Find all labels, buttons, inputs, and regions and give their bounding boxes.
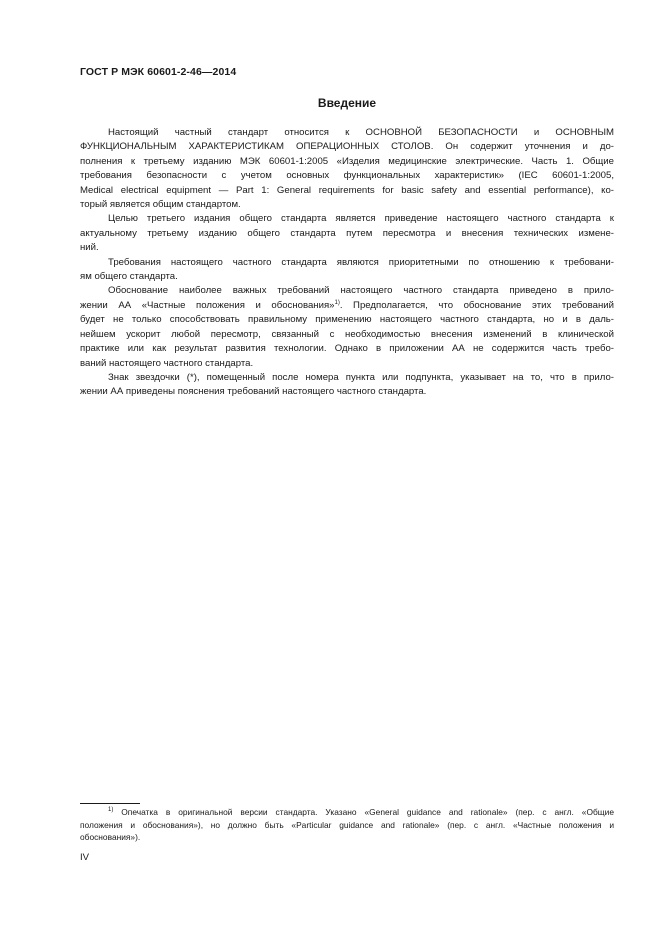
text-line: жении АА приведены пояснения требований настоящего частного стандарта. (80, 386, 427, 398)
text-line: Обоснование наиболее важных требований настоящего частного стандарта приведено в прило- (108, 285, 614, 297)
footnote-marker: 1) (108, 807, 114, 814)
page-number: IV (80, 852, 90, 863)
footnote-line (80, 806, 614, 819)
text-line: Требования настоящего частного стандарта являются приоритетными по отношению к требовани- (108, 256, 614, 268)
footnote-line: обоснования»). (80, 832, 141, 843)
paragraph-5 (80, 371, 614, 400)
text-line: Знак звездочки (*), помещенный после номера пункта или подпункта, указывает на то, что в прило- (108, 371, 614, 383)
text-line-with-footnote (80, 299, 614, 313)
text-line: ФУНКЦИОНАЛЬНЫМ ХАРАКТЕРИСТИКАМ ОПЕРАЦИОННЫХ СТОЛОВ. Он содержит уточнения и до- (80, 141, 614, 153)
text-segment: жении АА «Частные положения и обоснования» (80, 299, 335, 311)
text-line: практике или как результат развития технологии. Однако в приложении АА не содержится часть требо- (80, 343, 614, 355)
paragraph-1 (80, 126, 614, 212)
text-line: торый является общим стандартом. (80, 199, 241, 211)
footnote-line: положения и обоснования»), но должно быть «Particular guidance and rationale» (пер. с англ. «Частные положения и (80, 819, 614, 830)
footnote-separator (80, 803, 140, 804)
text-line: актуальному третьему изданию общего стандарта путем пересмотра и внесения технических измене- (80, 227, 614, 239)
text-line: будет не только способствовать правильному применению настоящего частного стандарта, но и в даль- (80, 314, 614, 326)
text-line: требования безопасности с учетом основных функциональных характеристик» (IEC 60601-1:2005, (80, 170, 614, 182)
paragraph-4 (80, 284, 614, 370)
footnote (80, 806, 614, 844)
footnote-reference: 1) (334, 299, 340, 306)
text-line: нейшем ускорит любой пересмотр, связанный с необходимостью внесения изменений в клинической (80, 328, 614, 340)
paragraph-3 (80, 256, 614, 285)
text-line: Настоящий частный стандарт относится к ОСНОВНОЙ БЕЗОПАСНОСТИ и ОСНОВНЫМ (108, 127, 614, 138)
text-line: Целью третьего издания общего стандарта является приведение настоящего частного стандарта к (108, 213, 614, 225)
document-header: ГОСТ Р МЭК 60601-2-46—2014 (80, 66, 237, 78)
text-line: ваний настоящего частного стандарта. (80, 357, 254, 369)
text-line: ям общего стандарта. (80, 271, 178, 283)
text-segment: . Предполагается, что обоснование этих требований (339, 299, 614, 311)
text-line: Medical electrical equipment — Part 1: General requirements for basic safety and essential performance), ко- (80, 184, 614, 196)
text-line: полнения к третьему изданию МЭК 60601-1:2005 «Изделия медицинские электрические. Часть 1. Общие (80, 155, 614, 167)
footnote-text: Опечатка в оригинальной версии стандарта. Указано «General guidance and rationale» (пер. с англ. «Общие (121, 807, 615, 817)
text-line: ний. (80, 242, 99, 254)
body-text (80, 126, 614, 400)
section-title: Введение (317, 96, 377, 110)
paragraph-2 (80, 212, 614, 255)
